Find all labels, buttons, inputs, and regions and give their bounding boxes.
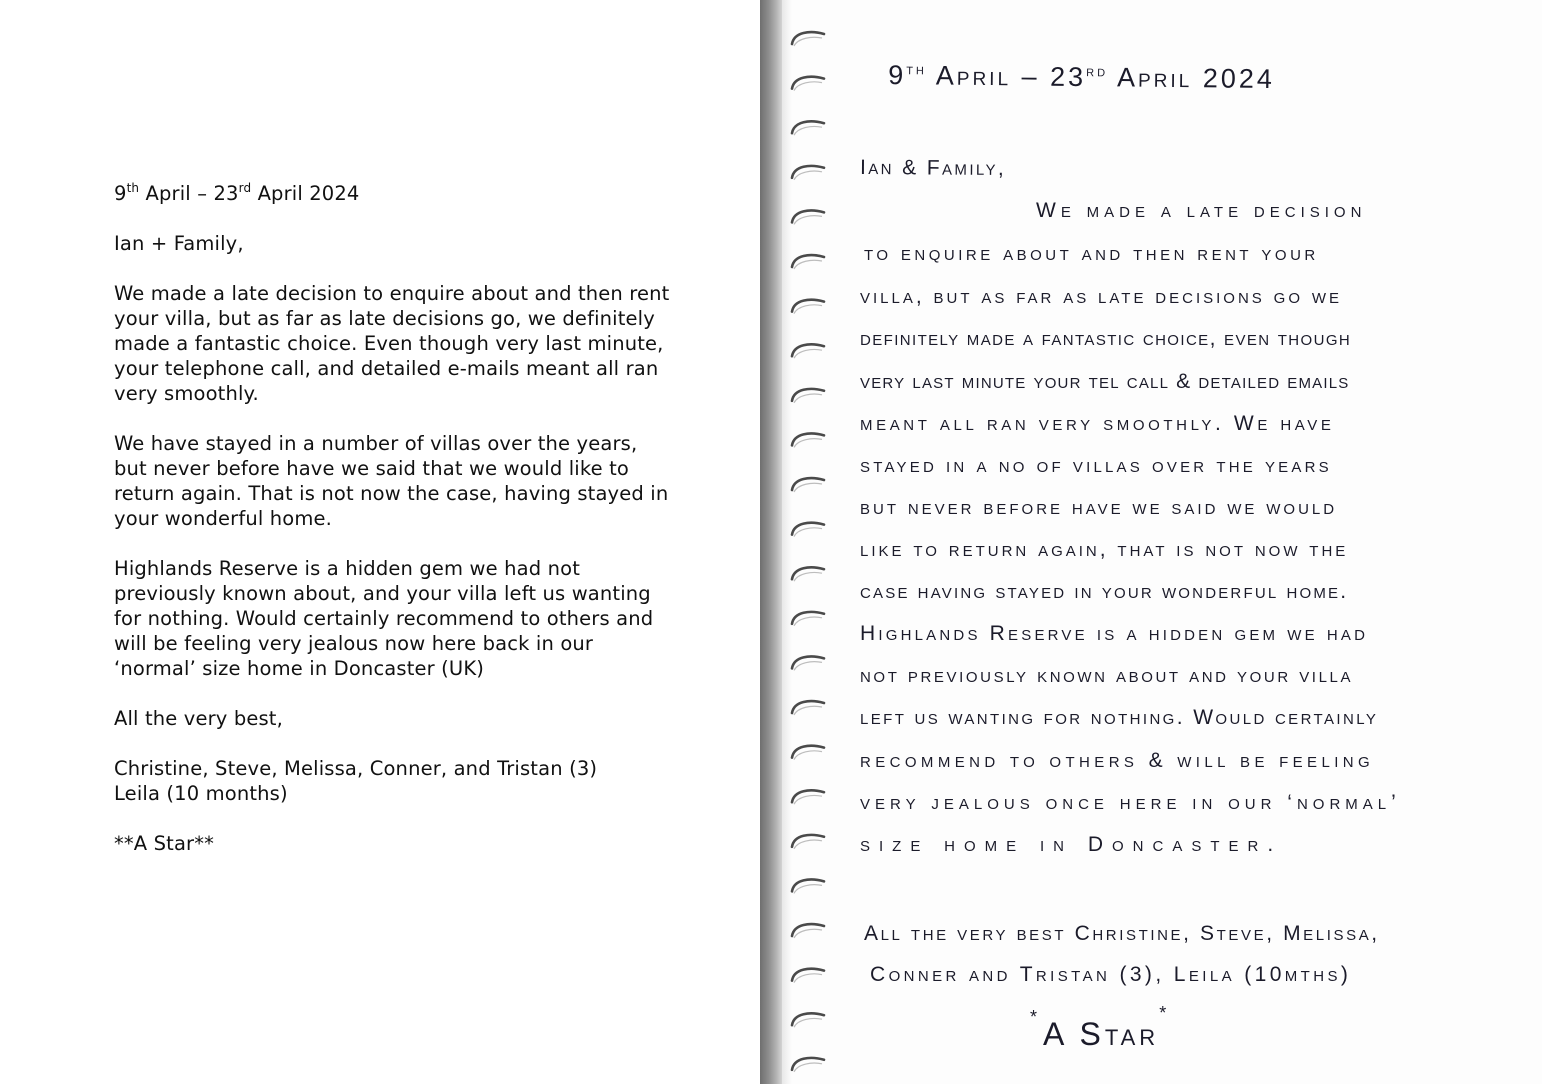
handwritten-line: All the very best Christine, Steve, Melissa, — [864, 922, 1380, 945]
handwritten-footer: *A Star* — [1030, 1003, 1171, 1052]
typed-paragraph: Highlands Reserve is a hidden gem we had not previously known about, and your villa left us wanting for nothing. Would certainly recommend to others and will be feeling very jealous now here back in our ‘normal’ size home in Doncaster (UK) — [114, 557, 654, 680]
handwritten-date: 9th April – 23rd April 2024 — [888, 60, 1276, 95]
typed-transcription-page — [0, 0, 760, 1084]
typed-closing: All the very best, — [114, 707, 283, 730]
typed-footer: **A Star** — [114, 832, 215, 855]
handwritten-line: very last minute your tel call & detailed emails — [860, 370, 1350, 393]
typed-greeting: Ian + Family, — [114, 232, 244, 255]
handwritten-line: very jealous once here in our ‘normal’ — [860, 791, 1401, 814]
handwritten-line: case having stayed in your wonderful home. — [860, 580, 1349, 603]
handwritten-line: but never before have we said we would — [860, 496, 1338, 519]
handwritten-line: Ian & Family, — [860, 156, 1007, 181]
handwritten-line: definitely made a fantastic choice, even though — [860, 327, 1352, 350]
handwritten-line: meant all ran very smoothly. We have — [860, 412, 1335, 435]
handwritten-line: We made a late decision — [1036, 199, 1367, 222]
typed-paragraph: We made a late decision to enquire about and then rent your villa, but as far as late decisions go, we definitely made a fantastic choice. Even though very last minute, your telephone call, and detailed e-mails meant all ran very smoothly. — [114, 282, 670, 405]
handwritten-line: Conner and Tristan (3), Leila (10mths) — [870, 963, 1352, 986]
typed-date: 9th April – 23rd April 2024 — [114, 180, 360, 205]
handwritten-line: villa, but as far as late decisions go we — [860, 285, 1342, 308]
handwritten-line: left us wanting for nothing. Would certainly — [860, 706, 1379, 729]
handwritten-line: Highlands Reserve is a hidden gem we had — [860, 622, 1369, 645]
typed-signature: Christine, Steve, Melissa, Conner, and Tristan (3) Leila (10 months) — [114, 757, 598, 805]
typed-paragraph: We have stayed in a number of villas over the years, but never before have we said that we would like to return again. That is not now the case, having stayed in your wonderful home. — [114, 432, 669, 530]
handwritten-line: size home in Doncaster. — [860, 833, 1283, 856]
handwritten-line: stayed in a no of villas over the years — [860, 454, 1332, 477]
handwritten-line: recommend to others & will be feeling — [860, 749, 1375, 772]
handwritten-line: like to return again, that is not now the — [860, 538, 1349, 561]
typed-letter — [114, 181, 674, 881]
handwritten-notebook-page — [760, 0, 1542, 1084]
handwritten-line: to enquire about and then rent your — [864, 242, 1319, 265]
handwritten-letter — [760, 0, 1542, 1084]
handwritten-line: not previously known about and your villa — [860, 664, 1354, 687]
